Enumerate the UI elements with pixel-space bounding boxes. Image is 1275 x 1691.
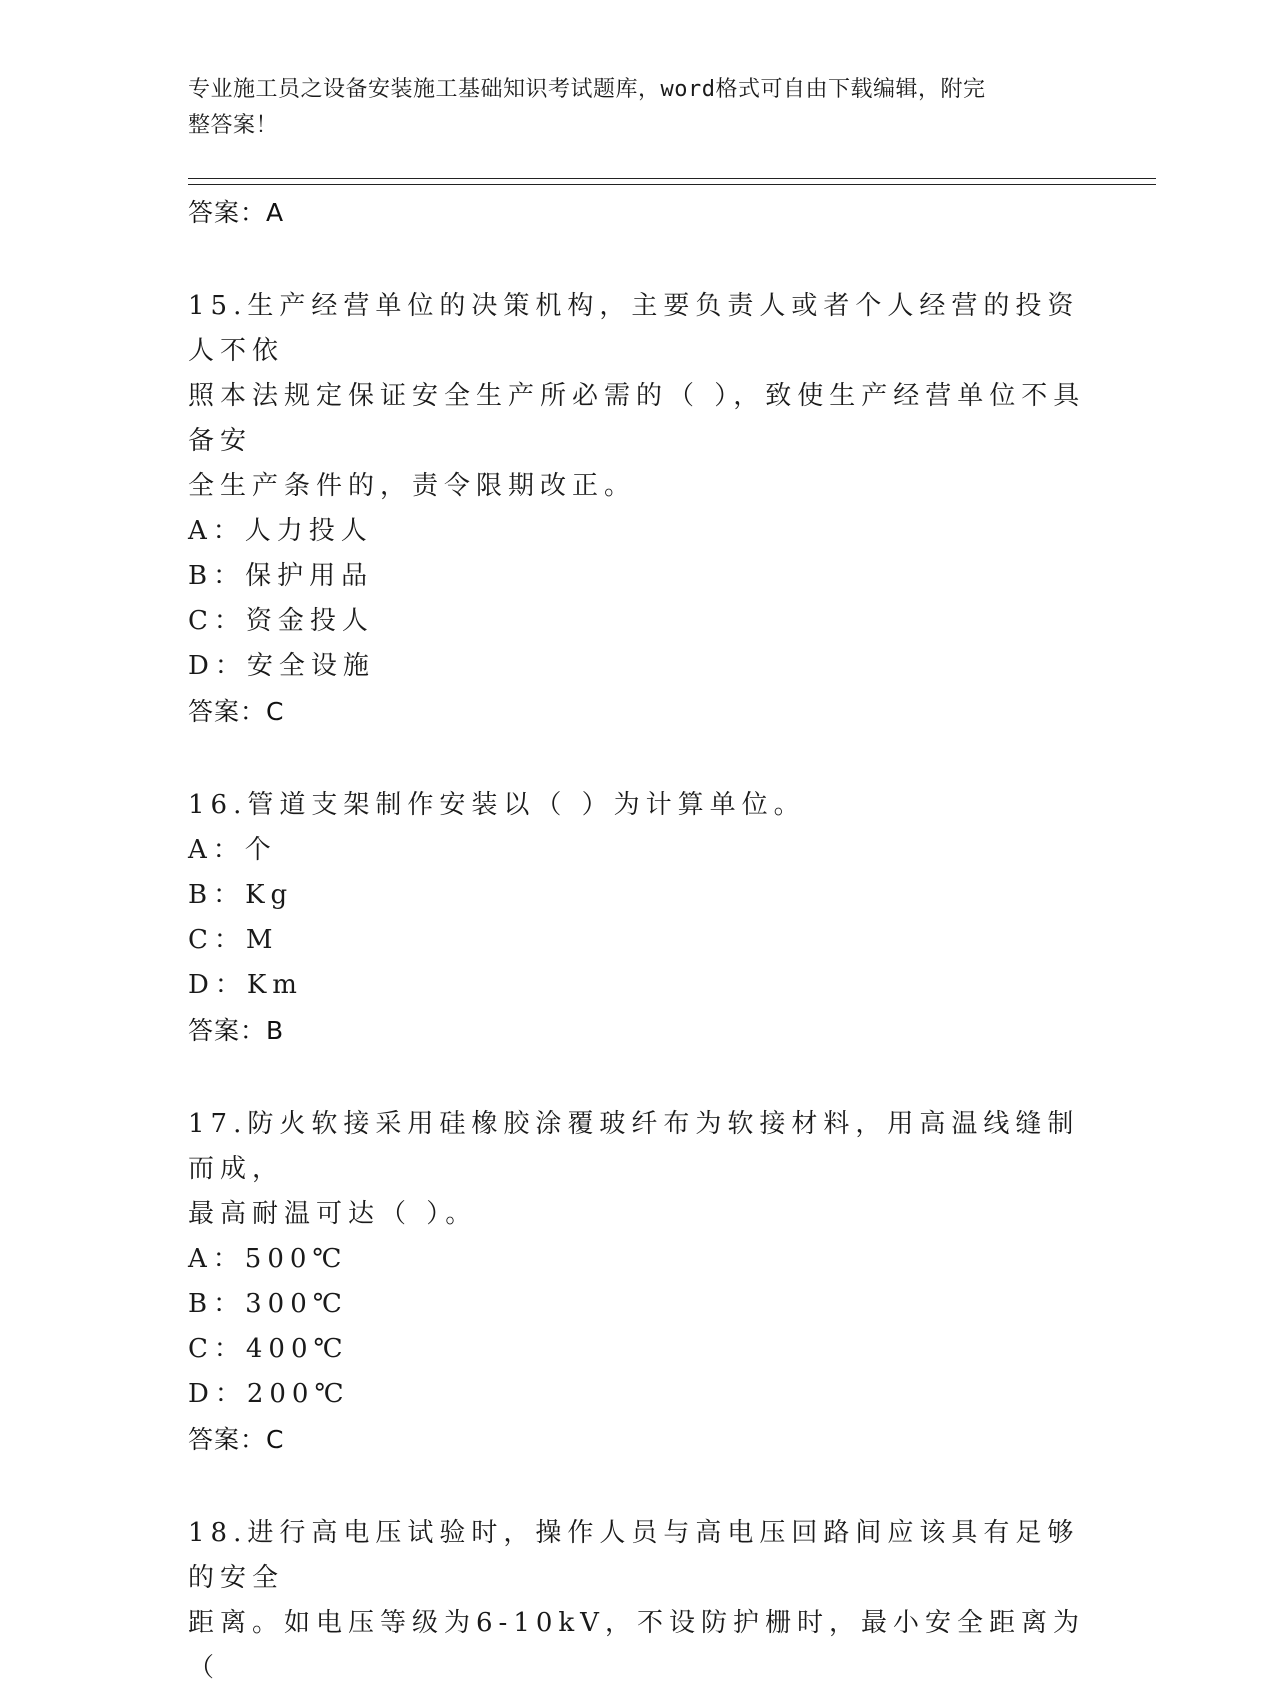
answer-line: 答案：C	[188, 1425, 285, 1454]
option-b: B：Kg	[188, 880, 294, 910]
option-c: C：M	[188, 925, 279, 955]
question-16	[188, 783, 1088, 1054]
question-text-line: 照本法规定保证安全生产所必需的（ ），致使生产经营单位不具备安	[188, 381, 1086, 456]
option-d: D：Km	[188, 970, 303, 1000]
question-text-line: 距离。如电压等级为6-10kV，不设防护栅时，最小安全距离为（	[188, 1608, 1085, 1683]
question-15	[188, 284, 1088, 735]
question-18	[188, 1511, 1088, 1691]
answer-line: 答案：C	[188, 697, 285, 726]
question-text-line: 最高耐温可达（ ）。	[188, 1199, 478, 1229]
header-line-2: 整答案！	[188, 113, 279, 138]
option-c: C：400℃	[188, 1334, 349, 1364]
header-line-1: 专业施工员之设备安装施工基础知识考试题库，word格式可自由下载编辑，附完	[188, 77, 986, 102]
header-divider-top	[188, 178, 1156, 179]
option-a: A：500℃	[188, 1244, 348, 1274]
option-d: D：安全设施	[188, 651, 375, 681]
question-text-line: 17.防火软接采用硅橡胶涂覆玻纤布为软接材料，用高温线缝制而成，	[188, 1109, 1080, 1184]
option-b: B：300℃	[188, 1289, 348, 1319]
question-text-line: 全生产条件的，责令限期改正。	[188, 471, 637, 501]
option-c: C：资金投人	[188, 606, 374, 636]
question-17	[188, 1102, 1088, 1463]
answer-line: 答案：B	[188, 1016, 285, 1045]
option-a: A：个	[188, 835, 277, 865]
option-b: B：保护用品	[188, 561, 374, 591]
question-text-line: 16.管道支架制作安装以（ ）为计算单位。	[188, 790, 806, 820]
question-text-line: 15.生产经营单位的决策机构，主要负责人或者个人经营的投资人不依	[188, 291, 1080, 366]
document-header	[188, 72, 1068, 144]
question-text-line: 18.进行高电压试验时，操作人员与高电压回路间应该具有足够的安全	[188, 1518, 1080, 1593]
answer-line: 答案：A	[188, 198, 285, 227]
question-list	[188, 190, 1088, 1691]
option-a: A：人力投人	[188, 516, 373, 546]
header-divider-bottom	[188, 184, 1156, 185]
option-d: D：200℃	[188, 1379, 350, 1409]
